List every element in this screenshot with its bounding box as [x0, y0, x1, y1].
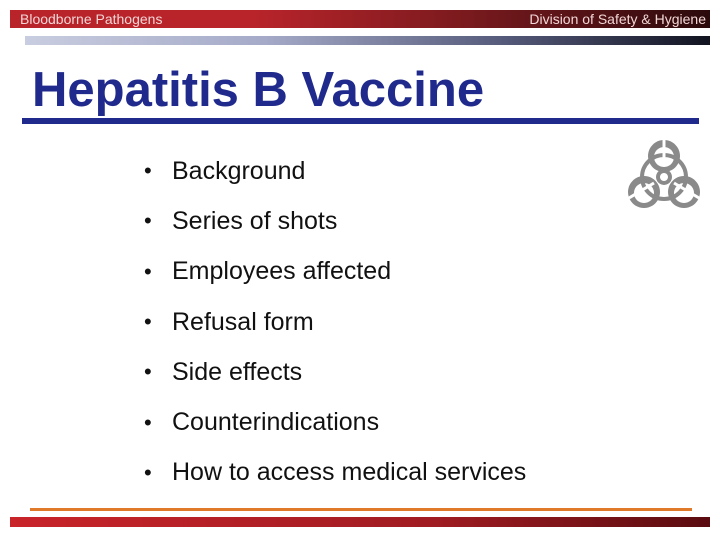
bullet-marker: •: [144, 258, 152, 284]
bullet-item: [144, 448, 526, 498]
slide-title: Hepatitis B Vaccine: [32, 63, 485, 117]
bullet-item: [144, 146, 526, 196]
bullet-item: [144, 397, 526, 447]
header-left-text: Bloodborne Pathogens: [20, 11, 163, 27]
bullet-list: [144, 146, 526, 498]
footer-rule: [30, 508, 692, 511]
bullet-marker: •: [144, 158, 152, 184]
bullet-text: Background: [172, 156, 306, 185]
biohazard-icon: [624, 136, 704, 214]
bullet-item: [144, 196, 526, 246]
bullet-item: [144, 297, 526, 347]
bullet-marker: •: [144, 359, 152, 385]
bullet-text: Counterindications: [172, 408, 380, 437]
bullet-text: Series of shots: [172, 206, 338, 235]
header-right-text: Division of Safety & Hygiene: [529, 11, 706, 27]
bullet-text: Employees affected: [172, 257, 392, 286]
bullet-marker: •: [144, 309, 152, 335]
header-sub-bar: [25, 36, 710, 45]
title-underline: [22, 118, 699, 124]
bullet-marker: •: [144, 409, 152, 435]
bullet-marker: •: [144, 208, 152, 234]
bullet-item: [144, 247, 526, 297]
bullet-text: Refusal form: [172, 307, 314, 336]
footer-bar: [10, 517, 710, 527]
bullet-marker: •: [144, 459, 152, 485]
header-bar: [10, 10, 710, 28]
bullet-item: [144, 347, 526, 397]
bullet-text: How to access medical services: [172, 458, 527, 487]
bullet-text: Side effects: [172, 357, 303, 386]
